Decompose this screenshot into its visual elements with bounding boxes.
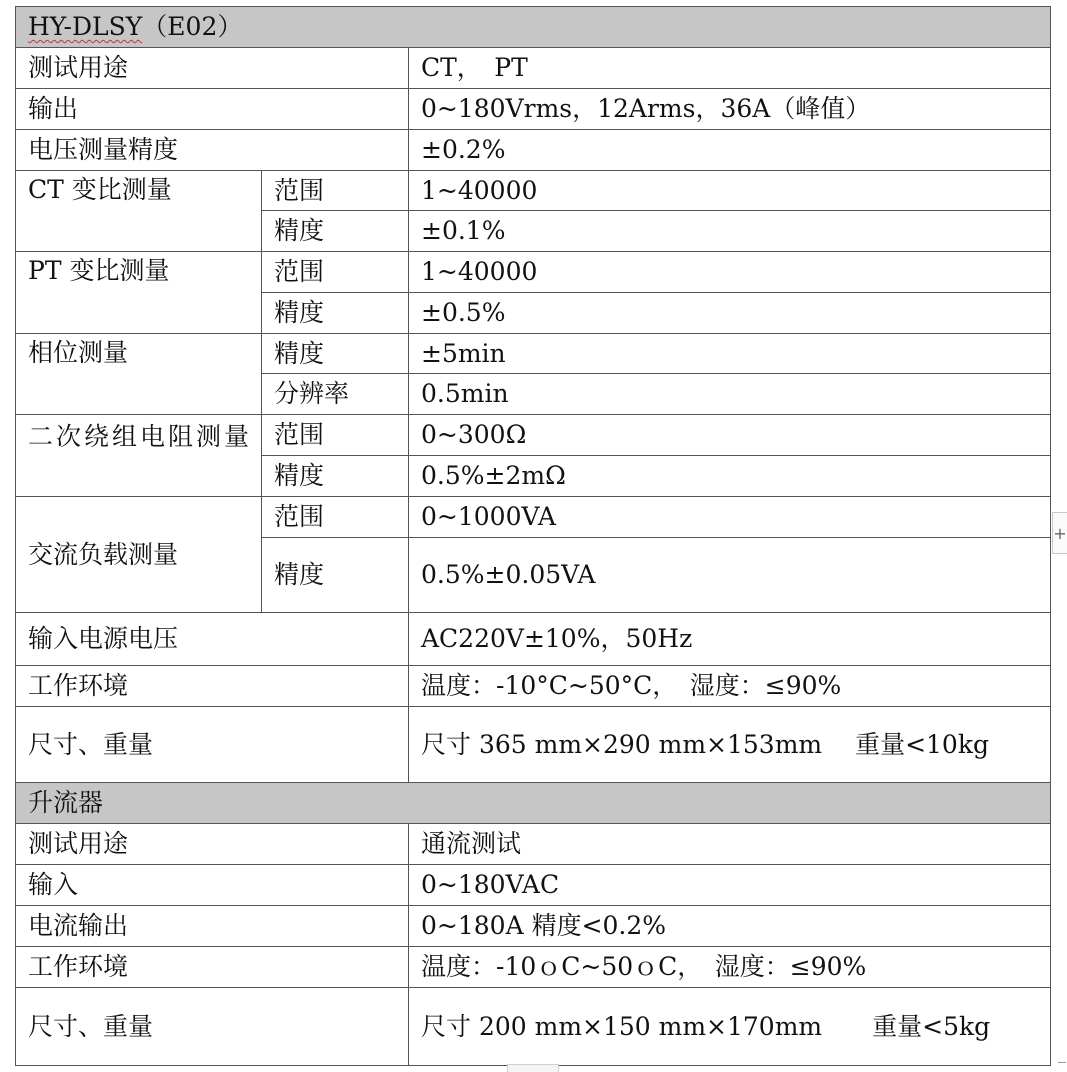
ac-load-accuracy-value: 0.5%±0.05VA [409, 538, 1051, 613]
pt-ratio-label: PT 变比测量 [16, 252, 262, 334]
table-row [16, 988, 1051, 1066]
test-use-label: 测试用途 [16, 48, 409, 89]
ac-load-accuracy-label: 精度 [262, 538, 409, 613]
ac-load-label: 交流负载测量 [16, 497, 262, 613]
phase-accuracy-value: ±5min [409, 334, 1051, 374]
booster-input-label: 输入 [16, 865, 409, 906]
pt-accuracy-value: ±0.5% [409, 293, 1051, 334]
winding-accuracy-label: 精度 [262, 456, 409, 497]
booster-environment-value: 温度：-10ｏC~50ｏC， 湿度：≤90% [409, 947, 1051, 988]
winding-accuracy-value: 0.5%±2mΩ [409, 456, 1051, 497]
table-row [16, 906, 1051, 947]
output-value: 0~180Vrms，12Arms，36A（峰值） [409, 89, 1051, 130]
add-row-button[interactable] [1052, 512, 1067, 554]
winding-range-label: 范围 [262, 415, 409, 456]
size-weight-label: 尺寸、重量 [16, 707, 409, 783]
table-row [16, 171, 1051, 211]
table-row [16, 48, 1051, 89]
ac-load-range-value: 0~1000VA [409, 497, 1051, 538]
table-row [16, 824, 1051, 865]
ct-range-label: 范围 [262, 171, 409, 211]
pt-accuracy-label: 精度 [262, 293, 409, 334]
table-row [16, 666, 1051, 707]
winding-resistance-label: 二次绕组电阻测量 [16, 415, 262, 497]
input-voltage-label: 输入电源电压 [16, 613, 409, 666]
ct-ratio-label: CT 变比测量 [16, 171, 262, 252]
environment-value: 温度：-10°C~50°C， 湿度：≤90% [409, 666, 1051, 707]
booster-environment-label: 工作环境 [16, 947, 409, 988]
table-row [16, 252, 1051, 293]
table-row [16, 415, 1051, 456]
table-row [16, 707, 1051, 783]
device-title-row [16, 7, 1051, 48]
phase-resolution-label: 分辨率 [262, 374, 409, 415]
winding-range-value: 0~300Ω [409, 415, 1051, 456]
ct-range-value: 1~40000 [409, 171, 1051, 211]
device-title-cell [16, 7, 1051, 48]
table-row [16, 865, 1051, 906]
pt-range-value: 1~40000 [409, 252, 1051, 293]
booster-test-use-value: 通流测试 [409, 824, 1051, 865]
voltage-accuracy-value: ±0.2% [409, 130, 1051, 171]
voltage-accuracy-label: 电压测量精度 [16, 130, 409, 171]
device-model-name: HY-DLSY [28, 12, 143, 41]
ct-accuracy-label: 精度 [262, 211, 409, 252]
table-row [16, 334, 1051, 374]
booster-input-value: 0~180VAC [409, 865, 1051, 906]
phase-accuracy-label: 精度 [262, 334, 409, 374]
booster-current-output-label: 电流输出 [16, 906, 409, 947]
ct-accuracy-value: ±0.1% [409, 211, 1051, 252]
table-row [16, 89, 1051, 130]
ac-load-range-label: 范围 [262, 497, 409, 538]
table-row [16, 613, 1051, 666]
plus-icon: + [1053, 523, 1067, 543]
input-voltage-value: AC220V±10%，50Hz [409, 613, 1051, 666]
booster-title: 升流器 [16, 783, 1051, 824]
booster-title-row [16, 783, 1051, 824]
size-weight-value: 尺寸 365 mm×290 mm×153mm 重量<10kg [409, 707, 1051, 783]
pt-range-label: 范围 [262, 252, 409, 293]
test-use-value: CT， PT [409, 48, 1051, 89]
table-row [16, 130, 1051, 171]
device-model-suffix: （E02） [142, 12, 243, 41]
phase-label: 相位测量 [16, 334, 262, 415]
booster-current-output-value: 0~180A 精度<0.2% [409, 906, 1051, 947]
table-row [16, 497, 1051, 538]
booster-test-use-label: 测试用途 [16, 824, 409, 865]
spec-table [15, 6, 1051, 1066]
table-row [16, 947, 1051, 988]
environment-label: 工作环境 [16, 666, 409, 707]
booster-size-weight-label: 尺寸、重量 [16, 988, 409, 1066]
booster-size-weight-value: 尺寸 200 mm×150 mm×170mm 重量<5kg [409, 988, 1051, 1066]
output-label: 输出 [16, 89, 409, 130]
corner-resize-marker [1058, 1062, 1066, 1063]
phase-resolution-value: 0.5min [409, 374, 1051, 415]
